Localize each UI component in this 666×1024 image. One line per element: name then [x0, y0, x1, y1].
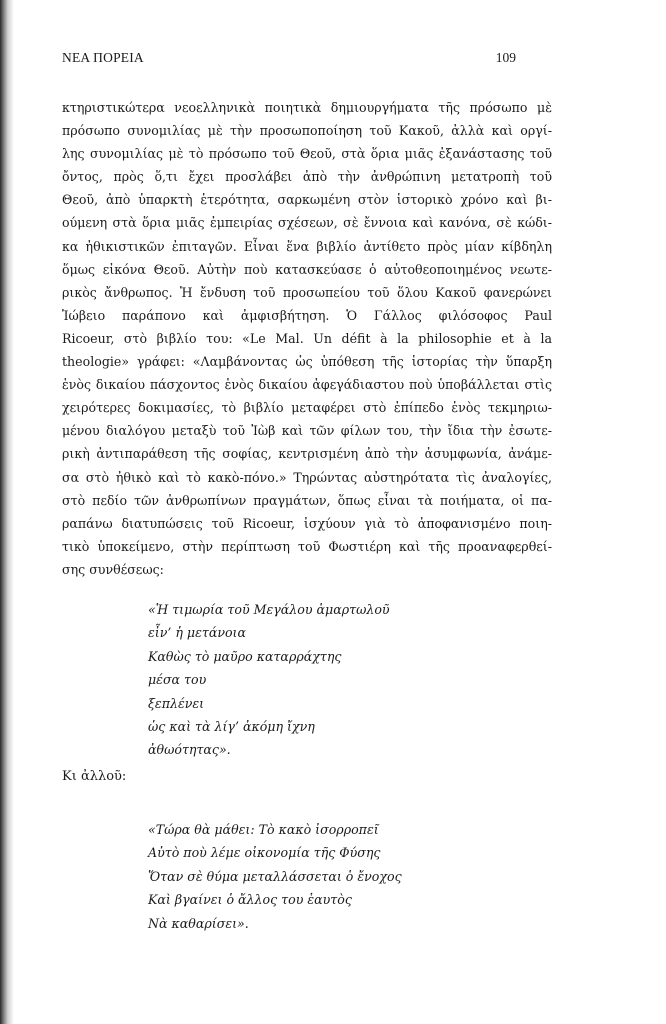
binding-shadow [0, 0, 14, 1024]
paragraph-line: λης συνομιλίας μὲ τὸ πρόσωπο τοῦ Θεοῦ, στὰ ὅρια μιᾶς ἐξανάστασης τοῦ [62, 146, 552, 162]
poem-line: μέσα του [148, 672, 207, 688]
interlude-text: Κι ἀλλοῦ: [62, 769, 127, 784]
paragraph-line: Θεοῦ, ἀπὸ ὑπαρκτὴ ἑτερότητα, σαρκωμένη στὸν ἱστορικὸ χρόνο καὶ βι- [62, 192, 552, 208]
paragraph-line: τικὸ ὑποκείμενο, στὴν περίπτωση τοῦ Φωστιέρη καὶ τῆς προαναφερθεί- [62, 538, 552, 554]
paragraph-line: μένου διαλόγου μεταξὺ τοῦ Ἰὼβ καὶ τῶν φίλων του, τὴν ἴδια τὴν ἐσωτε- [62, 423, 552, 439]
paragraph-line: κτηριστικώτερα νεοελληνικὰ ποιητικὰ δημιουργήματα τῆς πρόσωπο μὲ [62, 100, 552, 115]
paragraph-line: χειρότερες δοκιμασίες, τὸ βιβλίο μεταφέρει στὸ ἐπίπεδο ἑνὸς τεκμηριω- [62, 400, 552, 416]
poem-line: «Τώρα θὰ μάθει: Τὸ κακὸ ἰσορροπεῖ [148, 822, 379, 837]
running-head: ΝΕΑ ΠΟΡΕΙΑ [62, 50, 144, 65]
poem-line: Αὐτὸ ποὺ λέμε οἰκονομία τῆς Φύσης [148, 845, 381, 861]
paragraph-line: κα ἠθικιστικῶν ἐπιταγῶν. Εἶναι ἕνα βιβλίο ἀντίθετο πρὸς μίαν κίβδηλη [62, 238, 552, 254]
page-number: 109 [495, 50, 516, 65]
paragraph-line: Ἰώβειο παράπονο καὶ ἀμφισβήτηση. Ὁ Γάλλος φιλόσοφος Paul [62, 307, 552, 323]
paragraph-line: στὸ πεδίο τῶν ἀνθρωπίνων πραγμάτων, ὅπως εἶναι τὰ ποιήματα, οἱ πα- [62, 492, 552, 508]
body-paragraph [62, 96, 552, 581]
paragraph-line: Ricoeur, στὸ βιβλίο του: «Le Mal. Un défit à la philosophie et à la [62, 330, 552, 346]
paragraph-line: ὄντος, πρὸς ὅ,τι ἔχει προσλάβει ἀπὸ τὴν ἀνθρώπινη μετατροπὴ τοῦ [62, 169, 552, 185]
poem-line: «Ἡ τιμωρία τοῦ Μεγάλου ἁμαρτωλοῦ [148, 602, 390, 617]
poem-line: Ὅταν σὲ θύμα μεταλλάσσεται ὁ ἔνοχος [148, 868, 402, 884]
poem-quote-1 [148, 598, 390, 762]
paragraph-line: ρικὴ ἀντιπαράθεση τῆς σοφίας, κεντρισμένη ἀπὸ τὴν ἀσυμφωνία, ἀνάμε- [62, 446, 552, 462]
poem-line: Καθὼς τὸ μαῦρο καταρράχτης [148, 648, 342, 664]
paragraph-line: σα στὸ ἠθικὸ καὶ τὸ κακὸ-πόνο.» Τηρώντας αὐστηρότατα τὶς ἀναλογίες, [62, 469, 552, 485]
poem-line: ξεπλένει [148, 695, 205, 711]
paragraph-line: ὅμως εἰκόνα Θεοῦ. Αὐτὴν ποὺ κατασκεύασε ὁ αὐτοθεοποιημένος νεωτε- [62, 261, 552, 277]
paragraph-line: ούμενη στὰ ὅρια μιᾶς ἐμπειρίας σχέσεων, σὲ ἔννοια καὶ κανόνα, σὲ κώδι- [62, 215, 552, 231]
paragraph-line: σης συνθέσεως: [62, 561, 164, 577]
poem-line: Νὰ καθαρίσει». [148, 915, 249, 931]
paragraph-line: ραπάνω διατυπώσεις τοῦ Ricoeur, ἰσχύουν γιὰ τὸ ἀποφανισμένο ποιη- [62, 515, 552, 531]
paragraph-line: theologie» γράφει: «Λαμβάνοντας ὡς ὑπόθεση τῆς ἱστορίας τὴν ὕπαρξη [62, 354, 552, 370]
poem-line: Καὶ βγαίνει ὁ ἄλλος του ἑαυτὸς [148, 892, 352, 908]
poem-line: εἶν’ ἡ μετάνοια [148, 625, 247, 641]
paragraph-line: ρικὸς ἄνθρωπος. Ἡ ἔνδυση τοῦ προσωπείου τοῦ ὅλου Κακοῦ φανερώνει [62, 284, 552, 300]
poem-quote-2 [148, 818, 402, 935]
poem-line: ὡς καὶ τὰ λίγ’ ἀκόμη ἴχνη [148, 719, 315, 735]
paragraph-line: ἑνὸς δικαίου πάσχοντος ἑνὸς δικαίου ἀφεγάδιαστου ποὺ ὑποβάλλεται στὶς [62, 377, 552, 393]
poem-line: ἀθωότητας». [148, 742, 231, 758]
paragraph-line: πρόσωπο συνομιλίας μὲ τὴν προσωποποίηση τοῦ Κακοῦ, ἀλλὰ καὶ οργί- [62, 123, 552, 139]
